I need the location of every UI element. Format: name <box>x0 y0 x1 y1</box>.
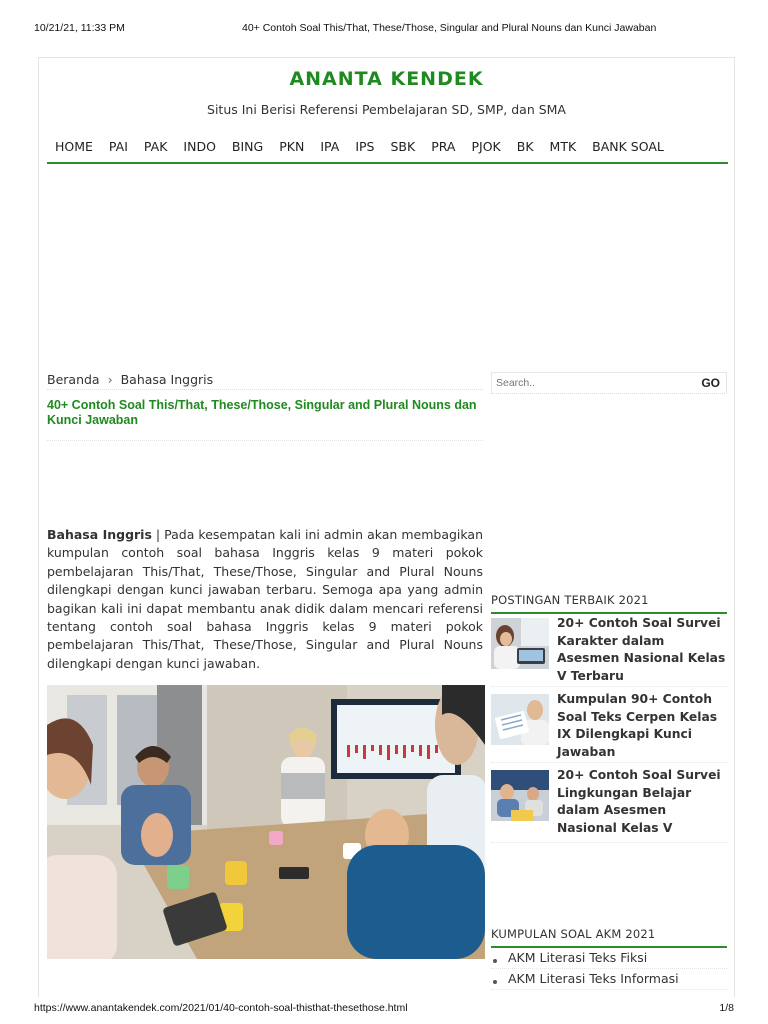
print-header <box>34 22 734 36</box>
nav-item-mtk[interactable]: MTK <box>549 139 577 154</box>
best-post-title[interactable]: 20+ Contoh Soal Survei Karakter dalam Asesmen Nasional Kelas V Terbaru <box>557 616 726 684</box>
student-thumbnail-icon[interactable] <box>491 618 549 669</box>
widget-title-best-posts: POSTINGAN TERBAIK 2021 <box>491 593 727 614</box>
article-category-label: Bahasa Inggris <box>47 527 152 542</box>
search-input[interactable] <box>496 375 686 391</box>
main-nav <box>47 138 728 164</box>
breadcrumb-home-link[interactable]: Beranda <box>47 372 100 387</box>
nav-item-indo[interactable]: INDO <box>183 139 216 154</box>
nav-item-home[interactable]: HOME <box>55 139 93 154</box>
nav-item-pkn[interactable]: PKN <box>279 139 305 154</box>
search-go-button[interactable]: GO <box>701 376 720 390</box>
breadcrumb <box>47 372 483 390</box>
print-footer <box>34 1002 734 1016</box>
nav-item-bing[interactable]: BING <box>231 139 264 154</box>
site-title[interactable]: ANANTA KENDEK <box>289 68 484 90</box>
article-intro <box>47 526 483 673</box>
site-description: Situs Ini Berisi Referensi Pembelajaran SD, SMP, dan SMA <box>207 102 566 117</box>
widget-title-akm: KUMPULAN SOAL AKM 2021 <box>491 927 727 948</box>
article-intro-text: | Pada kesempatan kali ini admin akan membagikan kumpulan contoh soal bahasa Inggris kelas 9 materi pokok pembelajaran This/That, These/Those, Singular and Plural Nouns dilengkapi dengan kunci jawaban terbaru. Semoga apa yang admin bagikan kali ini dapat membantu anak didik dalam mencari referensi tentang contoh soal bahasa Inggris kelas 9 materi pokok pembelajaran This/That, These/Those, Singular and Plural Nouns dilengkapi dengan kunci jawaban. <box>47 527 483 671</box>
web-page <box>38 57 735 997</box>
nav-item-sbk[interactable]: SBK <box>390 139 416 154</box>
nav-item-pai[interactable]: PAI <box>108 139 128 154</box>
list-item[interactable] <box>491 948 727 969</box>
nav-item-pra[interactable]: PRA <box>431 139 456 154</box>
classroom-thumbnail-icon[interactable] <box>491 770 549 821</box>
nav-item-ips[interactable]: IPS <box>355 139 375 154</box>
meeting-photo-icon <box>47 685 485 959</box>
list-item[interactable] <box>491 969 727 990</box>
nav-item-ipa[interactable]: IPA <box>320 139 340 154</box>
print-page-title: 40+ Contoh Soal This/That, These/Those, Singular and Plural Nouns dan Kunci Jawaban <box>242 22 657 34</box>
best-post-item[interactable] <box>491 691 727 763</box>
search-box <box>491 372 727 394</box>
post-title: 40+ Contoh Soal This/That, These/Those, Singular and Plural Nouns dan Kunci Jawaban <box>47 398 483 441</box>
best-post-item[interactable] <box>491 767 727 843</box>
best-post-item[interactable] <box>491 615 727 687</box>
akm-link[interactable]: AKM Literasi Teks Fiksi <box>508 950 648 965</box>
breadcrumb-separator: › <box>107 372 113 387</box>
breadcrumb-category-link[interactable]: Bahasa Inggris <box>120 372 214 387</box>
nav-item-bank-soal[interactable]: BANK SOAL <box>592 139 664 154</box>
print-url: https://www.anantakendek.com/2021/01/40-contoh-soal-thisthat-thesethose.html <box>34 1002 408 1014</box>
best-post-title[interactable]: 20+ Contoh Soal Survei Lingkungan Belajar dalam Asesmen Nasional Kelas V <box>557 768 721 836</box>
nav-item-bk[interactable]: BK <box>516 139 534 154</box>
best-post-title[interactable]: Kumpulan 90+ Contoh Soal Teks Cerpen Kelas IX Dilengkapi Kunci Jawaban <box>557 692 718 760</box>
print-page-number: 1/8 <box>719 1002 734 1014</box>
reading-thumbnail-icon[interactable] <box>491 694 549 745</box>
nav-item-pjok[interactable]: PJOK <box>471 139 501 154</box>
print-date: 10/21/21, 11:33 PM <box>34 22 125 34</box>
akm-list <box>491 948 727 990</box>
nav-item-pak[interactable]: PAK <box>143 139 168 154</box>
akm-link[interactable]: AKM Literasi Teks Informasi <box>508 971 679 986</box>
